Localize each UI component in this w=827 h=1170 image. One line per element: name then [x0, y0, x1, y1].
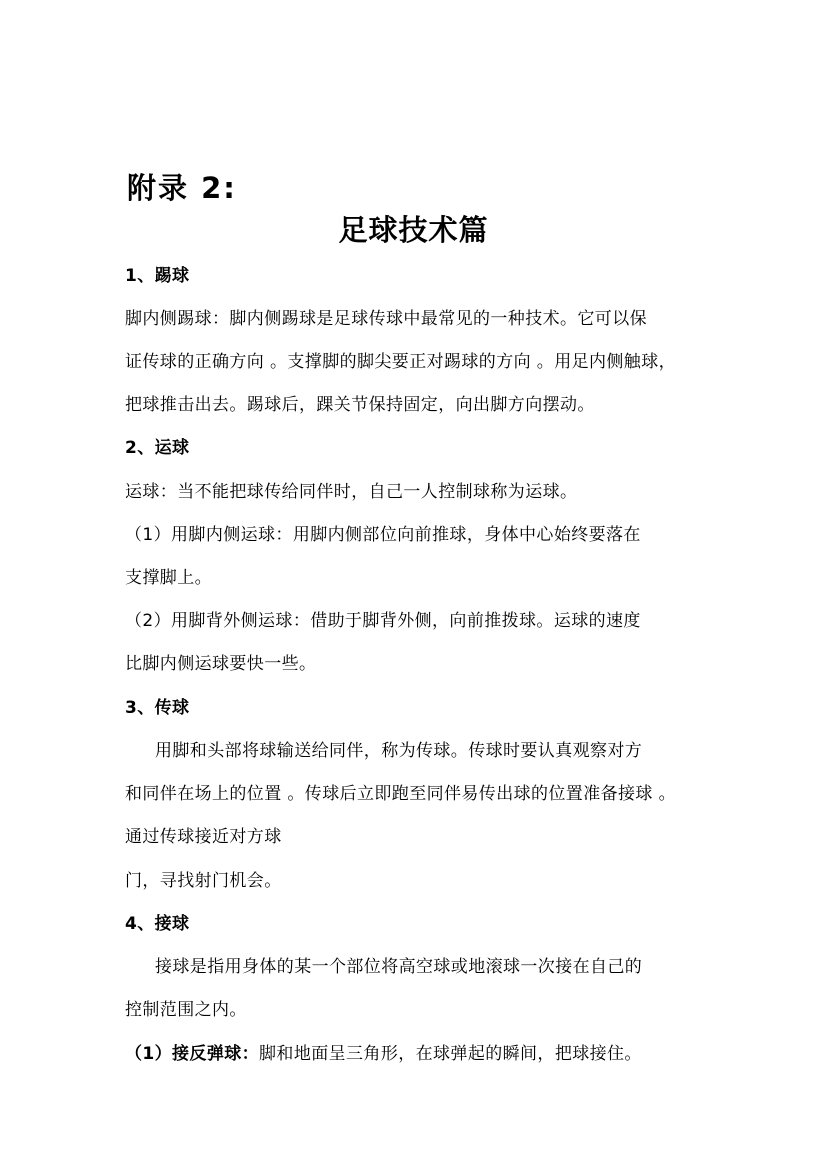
- paragraph-line: 运球：当不能把球传给同伴时，自己一人控制球称为运球。: [125, 482, 578, 502]
- paragraph-line: 控制范围之内。: [125, 1000, 247, 1020]
- rebound-text: 脚和地面呈三角形，在球弹起的瞬间，把球接住。: [259, 1044, 642, 1064]
- paragraph-line: （1）用脚内侧运球：用脚内侧部位向前推球，身体中心始终要落在: [125, 525, 641, 545]
- paragraph-line: 证传球的正确方向 。支撑脚的脚尖要正对踢球的方向 。用足内侧触球，: [125, 352, 677, 372]
- section-heading-pass: 3、传球: [125, 698, 190, 718]
- paragraph-line: 和同伴在场上的位置 。传球后立即跑至同伴易传出球的位置准备接球 。: [125, 784, 677, 804]
- rebound-label: （1）接反弹球：: [125, 1044, 260, 1064]
- paragraph-line: 通过传球接近对方球: [125, 827, 282, 847]
- paragraph-line-rebound: [125, 1043, 642, 1065]
- appendix-label: 附录 2:: [127, 171, 237, 205]
- paragraph-line: 用脚和头部将球输送给同伴，称为传球。传球时要认真观察对方: [155, 741, 643, 761]
- section-heading-kick: 1、踢球: [125, 266, 190, 286]
- section-heading-receive: 4、接球: [125, 914, 190, 934]
- paragraph-line: 接球是指用身体的某一个部位将高空球或地滚球一次接在自己的: [155, 957, 643, 977]
- paragraph-line: 比脚内侧运球要快一些。: [125, 654, 317, 674]
- paragraph-line: 门，寻找射门机会。: [125, 871, 282, 891]
- section-heading-dribble: 2、运球: [125, 438, 190, 458]
- paragraph-line: （2）用脚背外侧运球：借助于脚背外侧，向前推拨球。运球的速度: [125, 611, 641, 631]
- page-title: 足球技术篇: [338, 213, 489, 247]
- paragraph-line: 把球推击出去。踢球后，踝关节保持固定，向出脚方向摆动。: [125, 395, 595, 415]
- paragraph-line: 脚内侧踢球：脚内侧踢球是足球传球中最常见的一种技术。它可以保: [125, 309, 647, 329]
- paragraph-line: 支撑脚上。: [125, 568, 212, 588]
